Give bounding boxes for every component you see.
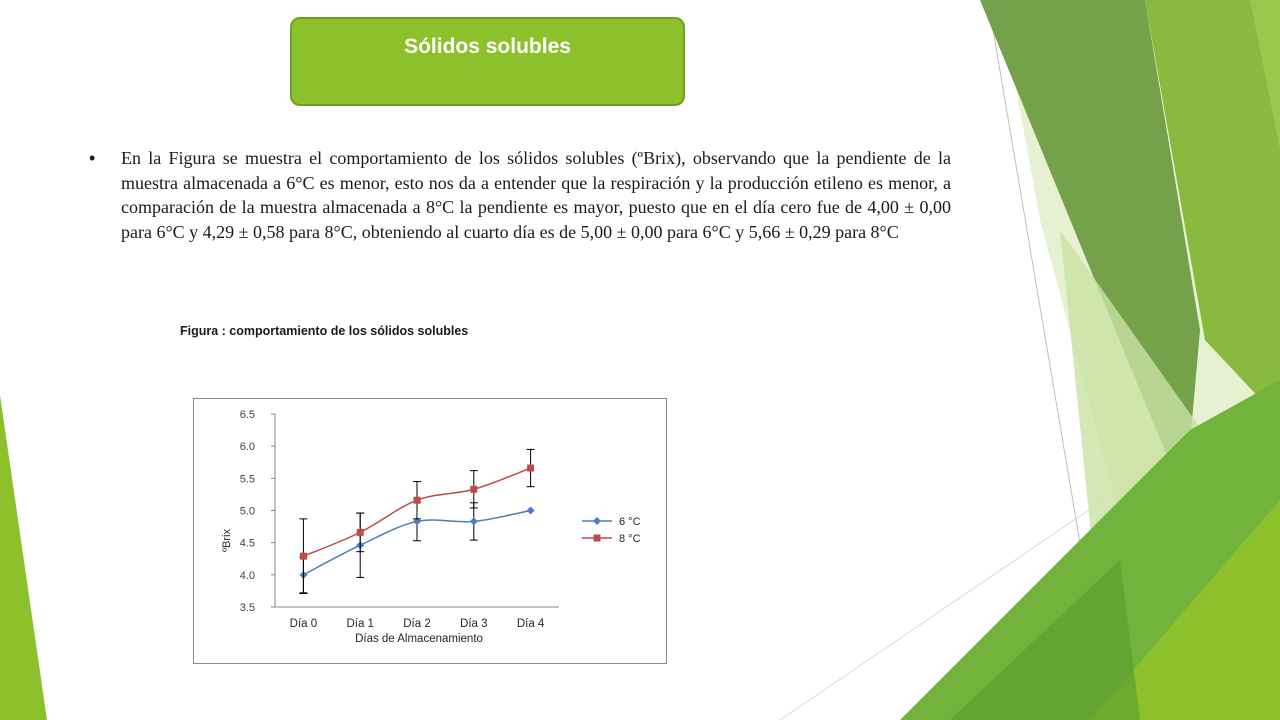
legend-label: 6 °C	[619, 516, 641, 528]
data-point-square	[357, 529, 364, 536]
x-tick-label: Día 0	[289, 618, 318, 630]
y-tick-label: 6.0	[239, 441, 255, 454]
x-tick-label: Día 3	[460, 618, 488, 630]
data-point-square	[414, 497, 421, 504]
data-point-diamond	[470, 517, 478, 525]
y-tick-label: 5.5	[239, 473, 255, 486]
y-tick-label: 4.0	[239, 569, 255, 582]
x-tick-label: Día 4	[516, 618, 545, 630]
title-box	[290, 17, 685, 106]
bullet-marker: •	[89, 148, 96, 168]
y-tick-label: 5.0	[239, 505, 255, 518]
legend-label: 8 °C	[619, 533, 641, 545]
chart-frame	[193, 398, 667, 664]
x-tick-label: Día 1	[346, 618, 374, 630]
data-point-square	[300, 553, 307, 560]
x-axis-title: Días de Almacenamiento	[355, 633, 483, 645]
data-point-diamond	[527, 507, 535, 515]
y-tick-label: 6.5	[239, 409, 255, 421]
brix-line-chart	[194, 399, 666, 663]
data-point-square	[527, 465, 534, 472]
y-tick-label: 3.5	[239, 602, 255, 614]
slide-title: Sólidos solubles	[404, 34, 571, 58]
figure-caption: Figura : comportamiento de los sólidos solubles	[180, 324, 469, 338]
y-tick-label: 4.5	[239, 537, 255, 550]
legend-marker-diamond	[593, 517, 601, 525]
legend-marker-square	[594, 535, 601, 542]
paragraph-text: En la Figura se muestra el comportamiento de los sólidos solubles (ºBrix), observando que la pendiente de la muestra almacenada a 6°C es menor, esto nos da a entender que la respiración y la producción etileno es menor, a comparación de la muestra almacenada a 8°C la pendiente es mayor, puesto que en el día cero fue de 4,00 ± 0,00 para 6°C y 4,29 ± 0,58 para 8°C, obteniendo al cuarto día es de 5,00 ± 0,00 para 6°C y 5,66 ± 0,29 para 8°C	[121, 148, 951, 242]
data-point-square	[470, 486, 477, 493]
x-tick-label: Día 2	[403, 618, 431, 630]
y-axis-title: ºBrix	[221, 529, 233, 552]
bullet-paragraph	[89, 146, 951, 244]
